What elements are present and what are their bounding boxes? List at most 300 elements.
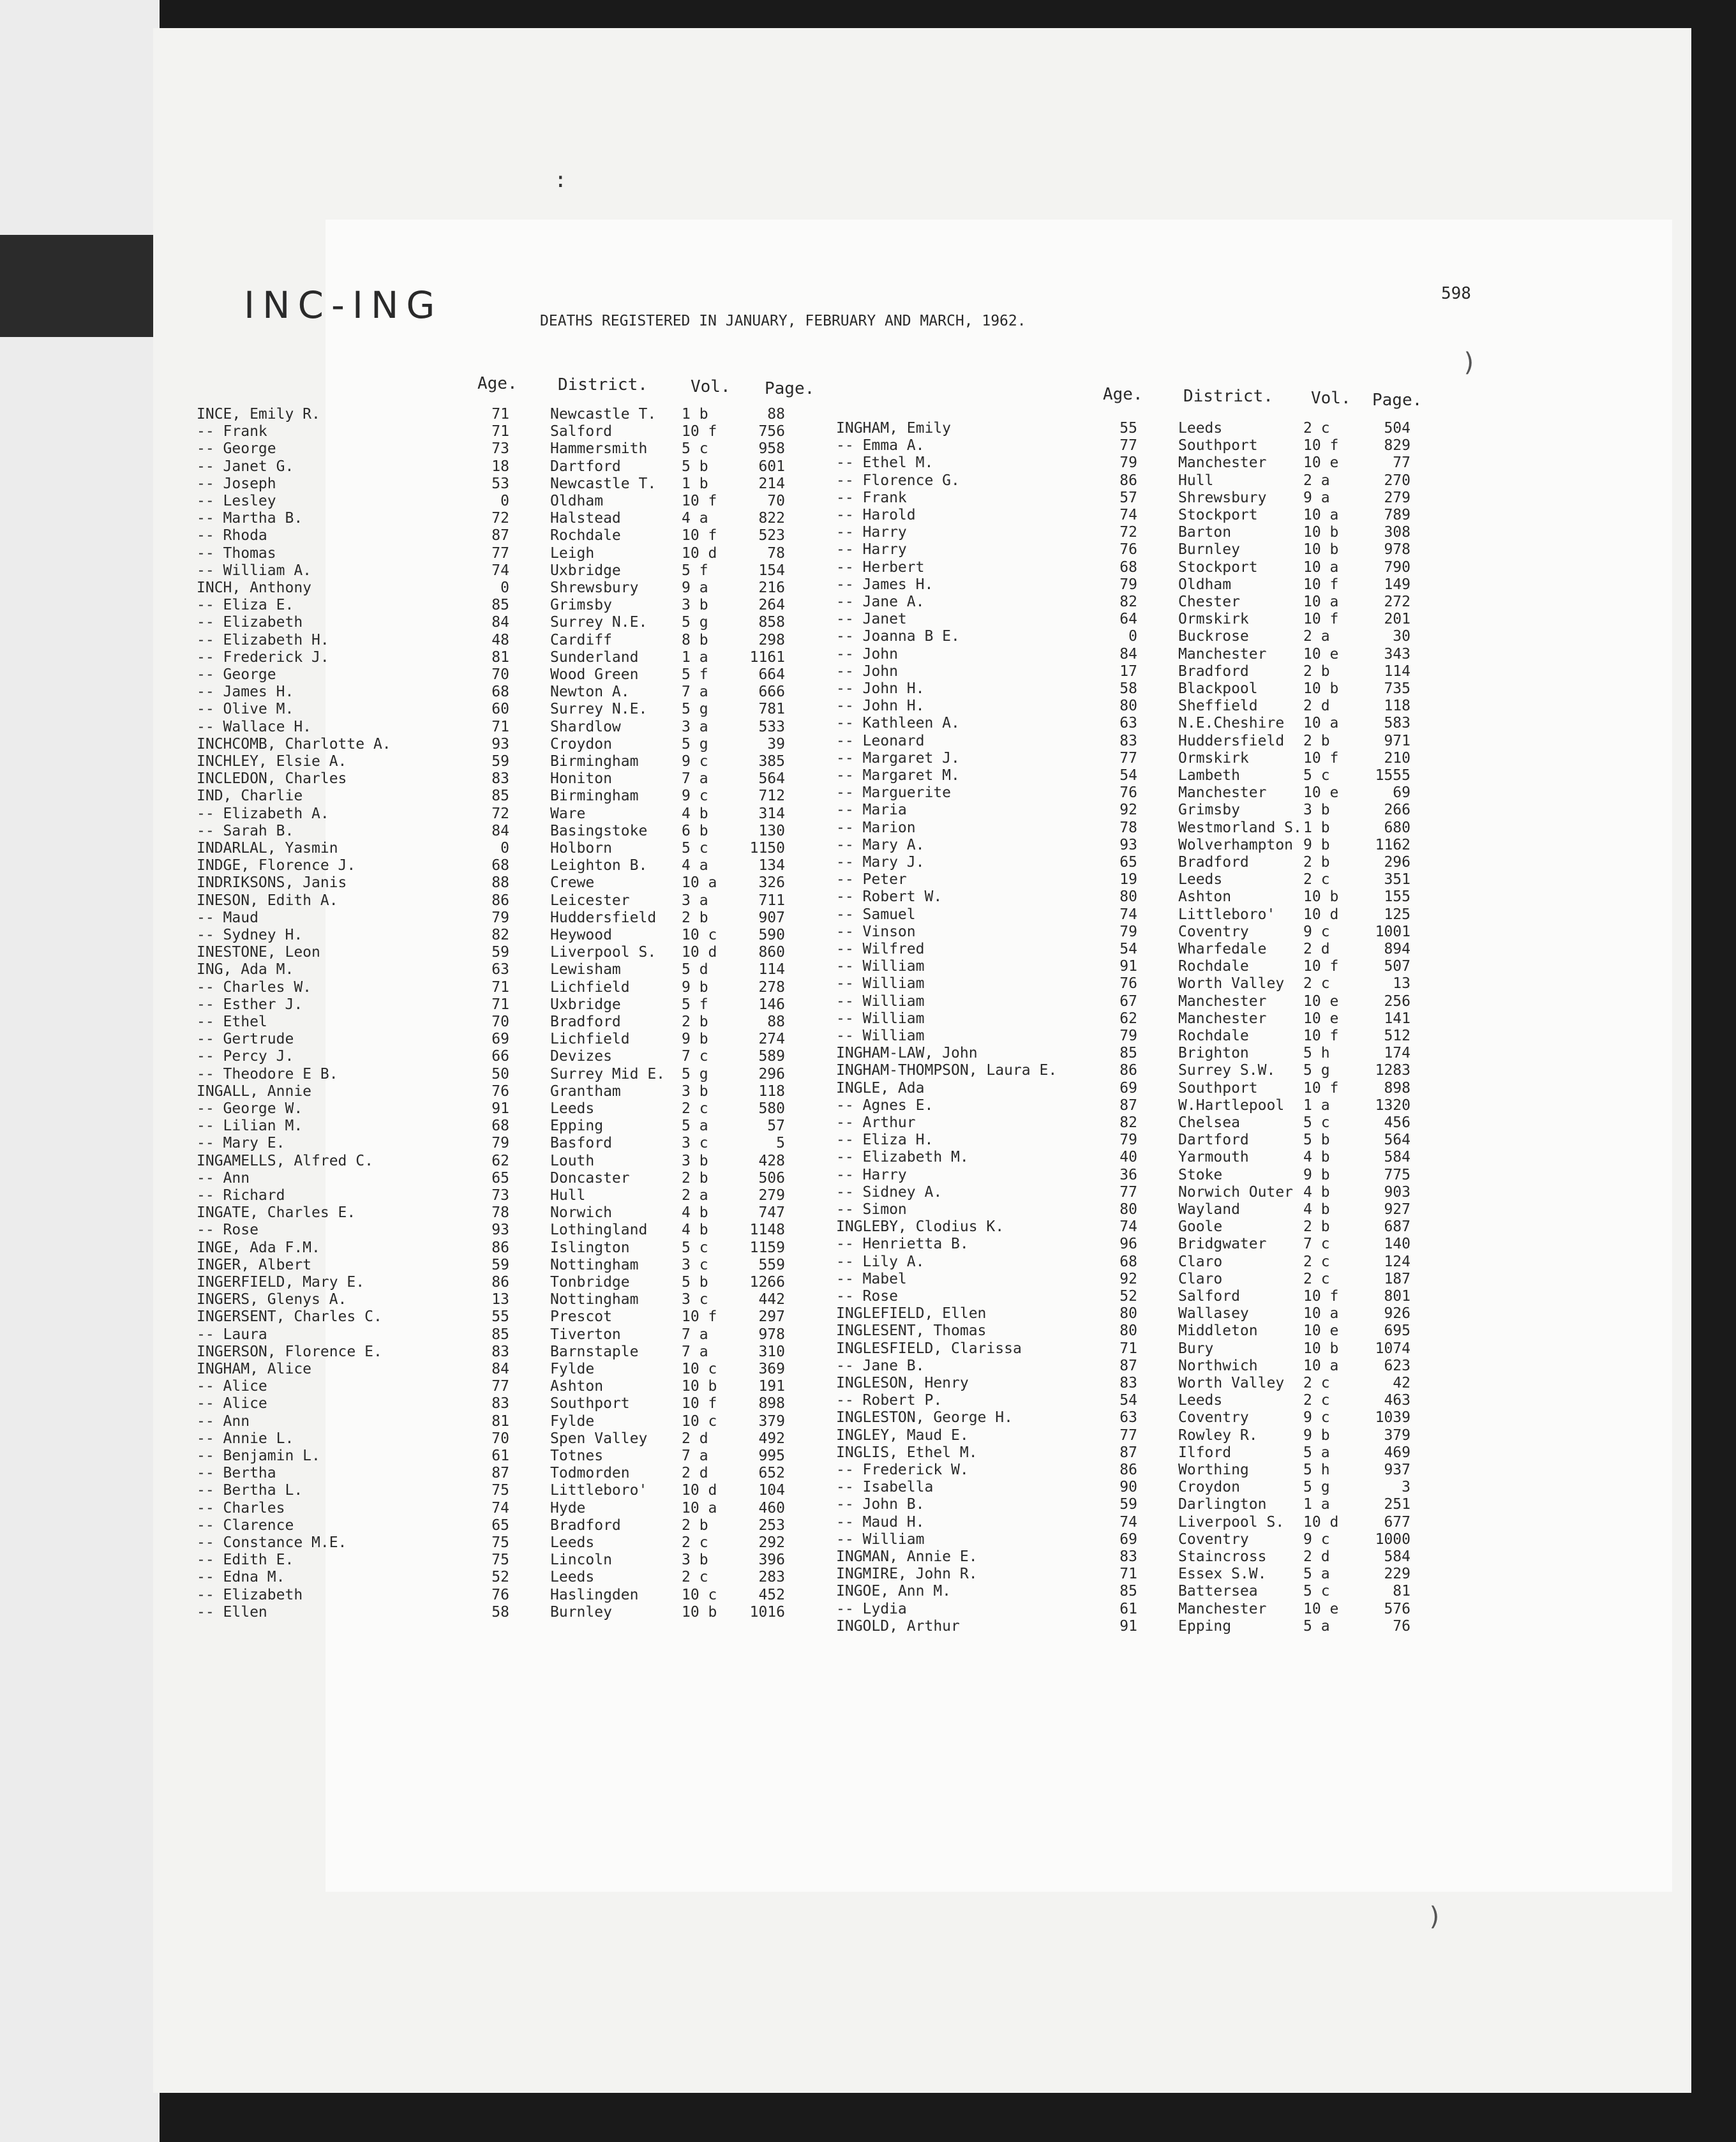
entry-page: 296 [758,1065,785,1082]
entry-name: -- Frank [836,489,907,506]
entry-volume: 10 b [1303,1340,1339,1357]
entry-age: 77 [491,544,509,562]
entry-age: 83 [491,1395,509,1412]
entry-age: 83 [1119,732,1137,749]
entry-page: 978 [1384,541,1410,558]
entry-district: Barnstaple [550,1343,639,1360]
entry-age: 79 [491,909,509,926]
entry-volume: 10 e [1303,784,1339,802]
entry-volume: 10 f [1303,576,1339,593]
entry-page: 251 [1384,1496,1410,1513]
entry-page: 78 [767,544,785,562]
entry-page: 1000 [1375,1531,1410,1548]
entry-name: INGLESTON, George H. [836,1409,1013,1427]
entry-name: -- Percy J. [197,1048,294,1065]
entry-volume: 5 g [682,735,708,753]
entry-district: Bridgwater [1178,1236,1267,1253]
entry-name: -- Bertha [197,1465,276,1482]
entry-volume: 2 b [1303,732,1330,749]
entry-district: Worth Valley [1178,1375,1285,1391]
entry-district: Wallasey [1178,1305,1249,1322]
entry-page: 13 [1393,975,1410,992]
page-subtitle: DEATHS REGISTERED IN JANUARY, FEBRUARY AND MARCH, 1962. [540,313,1026,329]
entry-name: -- George [197,440,276,458]
entry-age: 80 [1119,888,1137,906]
entry-page: 81 [1393,1583,1410,1600]
entry-district: Haslingden [550,1586,639,1603]
entry-age: 54 [1119,941,1137,957]
entry-name: -- Gertrude [197,1031,294,1048]
entry-volume: 2 b [1303,663,1330,680]
entry-district: Chelsea [1178,1114,1240,1131]
entry-name: -- Marguerite [836,784,952,802]
entry-page: 1016 [749,1603,785,1621]
entry-district: Darlington [1178,1496,1267,1513]
entry-page: 308 [1384,524,1410,541]
entry-name: -- Clarence [197,1517,294,1534]
entry-page: 314 [758,805,785,822]
entry-volume: 2 d [1303,698,1330,715]
entry-age: 52 [1119,1288,1137,1305]
entry-volume: 10 f [1303,1288,1339,1305]
entry-volume: 2 a [1303,472,1330,489]
entry-volume: 5 c [1303,1114,1330,1131]
entry-name: -- Vinson [836,923,916,940]
entry-name: -- Janet G. [197,458,294,475]
entry-page: 590 [758,927,785,943]
entry-name: -- Maud [197,909,258,926]
entry-volume: 10 d [682,1482,717,1499]
entry-age: 70 [491,1430,509,1447]
entry-district: Middleton [1178,1322,1258,1340]
entry-volume: 9 a [1303,489,1330,506]
entry-district: Bradford [1178,854,1249,871]
entry-name: INGERFIELD, Mary E. [197,1274,365,1291]
entry-page: 396 [758,1552,785,1569]
entry-district: Rochdale [1178,958,1249,975]
entry-volume: 6 b [682,822,708,839]
entry-volume: 5 g [1303,1479,1330,1496]
entry-volume: 9 c [1303,923,1330,940]
entry-age: 92 [1119,1270,1137,1287]
entry-district: Ormskirk [1178,749,1249,767]
entry-volume: 7 a [682,770,708,788]
entry-volume: 10 a [1303,1357,1339,1374]
entry-name: -- William [836,975,925,992]
entry-volume: 5 h [1303,1462,1330,1478]
entry-volume: 10 f [682,1395,717,1412]
entry-age: 72 [1119,524,1137,541]
entry-age: 71 [491,406,509,423]
entry-age: 58 [491,1603,509,1621]
entry-age: 96 [1119,1236,1137,1253]
entry-page: 118 [758,1082,785,1100]
entry-volume: 7 c [682,1048,708,1065]
film-tab [0,235,153,337]
entry-volume: 10 b [682,1378,717,1395]
entry-age: 86 [491,1239,509,1256]
entry-age: 68 [491,684,509,701]
entry-name: INGHAM-LAW, John [836,1045,978,1062]
entry-district: Basford [550,1135,612,1152]
entry-district: Leeds [1178,871,1223,888]
entry-age: 68 [1119,1253,1137,1270]
entry-district: Worth Valley [1178,975,1285,992]
entry-district: Leeds [550,1100,595,1117]
entry-district: Tiverton [550,1326,621,1343]
entry-name: -- Frank [197,423,267,440]
entry-district: Islington [550,1239,630,1256]
entry-volume: 5 c [682,840,708,857]
entry-district: Wood Green [550,666,639,683]
entry-district: Uxbridge [550,562,621,579]
entry-volume: 10 f [682,423,717,440]
entry-name: -- Lilian M. [197,1118,303,1135]
entry-page: 141 [1384,1010,1410,1027]
entry-name: -- Maria [836,802,907,819]
entry-age: 87 [1119,1444,1137,1461]
entry-district: Claro [1178,1270,1223,1287]
entry-name: -- Herbert [836,558,925,576]
entry-volume: 2 c [682,1534,708,1551]
entry-volume: 2 c [1303,871,1330,888]
entry-age: 75 [491,1482,509,1499]
entry-district: Lichfield [550,978,630,996]
entry-district: Cardiff [550,631,612,648]
entry-district: Newcastle T. [550,475,657,492]
entry-page: 680 [1384,819,1410,836]
entry-volume: 10 e [1303,992,1339,1010]
entry-name: INGLEFIELD, Ellen [836,1305,987,1322]
entry-page: 756 [758,423,785,440]
entry-district: Huddersfield [550,909,657,926]
entry-page: 589 [758,1048,785,1065]
entry-page: 5 [776,1135,785,1152]
entry-page: 927 [1384,1201,1410,1218]
page-title: INC-ING [244,283,443,327]
entry-page: 1159 [749,1239,785,1256]
entry-page: 369 [758,1361,785,1377]
entry-volume: 10 a [1303,594,1339,610]
entry-page: 898 [1384,1079,1410,1097]
entry-district: Oldham [550,493,604,509]
entry-age: 69 [1119,1079,1137,1097]
entry-age: 87 [491,1465,509,1482]
entry-volume: 5 f [682,666,708,683]
entry-name: INGALL, Annie [197,1082,312,1100]
entry-district: Manchester [1178,454,1267,472]
entry-volume: 5 f [682,562,708,579]
entry-page: 39 [767,735,785,753]
entry-district: Leeds [550,1534,595,1551]
entry-name: INESON, Edith A. [197,892,338,909]
entry-volume: 2 b [682,1014,708,1030]
entry-volume: 2 b [682,909,708,926]
entry-name: INGLESFIELD, Clarissa [836,1340,1022,1357]
entry-age: 59 [1119,1496,1137,1513]
entry-volume: 9 c [1303,1531,1330,1548]
entry-district: Essex S.W. [1178,1566,1267,1583]
entry-name: INGERS, Glenys A. [197,1291,347,1308]
entry-age: 54 [1119,1392,1137,1409]
entry-age: 65 [1119,854,1137,871]
entry-page: 894 [1384,941,1410,957]
header-page-right: Page. [1372,391,1423,410]
entry-volume: 5 g [1303,1062,1330,1079]
entry-volume: 1 b [1303,819,1330,836]
entry-age: 63 [1119,1409,1137,1427]
entry-age: 81 [491,1412,509,1430]
entry-volume: 10 b [1303,888,1339,906]
entry-page: 559 [758,1256,785,1273]
entry-volume: 1 a [1303,1097,1330,1114]
entry-volume: 2 c [1303,420,1330,437]
entry-name: -- Charles W. [197,978,312,996]
entry-name: INGLE, Ada [836,1079,925,1097]
entry-name: INGLESENT, Thomas [836,1322,987,1340]
entry-page: 533 [758,718,785,735]
entry-page: 463 [1384,1392,1410,1409]
entry-volume: 10 a [682,874,717,892]
entry-district: Littleboro' [550,1482,648,1499]
entry-district: Heywood [550,927,612,943]
entry-name: INGATE, Charles E. [197,1204,356,1222]
entry-district: Sunderland [550,648,639,666]
entry-age: 78 [1119,819,1137,836]
entry-volume: 10 c [682,1361,717,1377]
entry-name: -- John [836,663,898,680]
entry-volume: 5 c [1303,1583,1330,1600]
entry-age: 76 [1119,784,1137,802]
entry-volume: 2 b [1303,854,1330,871]
entry-name: -- William [836,992,925,1010]
entry-district: Southport [1178,437,1258,454]
entry-page: 735 [1384,680,1410,697]
entry-district: Leeds [1178,420,1223,437]
entry-page: 77 [1393,454,1410,472]
page-number: 598 [1441,284,1471,303]
entry-age: 13 [491,1291,509,1308]
entry-volume: 9 b [682,978,708,996]
entry-page: 564 [758,770,785,788]
entry-volume: 7 c [1303,1236,1330,1253]
entry-district: Coventry [1178,1409,1249,1427]
entry-age: 63 [1119,715,1137,732]
entry-district: Leeds [550,1569,595,1586]
entry-page: 279 [758,1187,785,1204]
entry-volume: 9 b [1303,1427,1330,1444]
entry-name: -- Kathleen A. [836,715,960,732]
entry-page: 978 [758,1326,785,1343]
entry-district: Yarmouth [1178,1149,1249,1166]
entry-age: 0 [500,840,509,857]
entry-name: -- Charles [197,1499,285,1517]
entry-age: 80 [1119,698,1137,715]
entry-page: 584 [1384,1149,1410,1166]
entry-name: -- Lesley [197,493,276,509]
entry-district: Salford [550,423,612,440]
entry-age: 84 [491,614,509,631]
entry-page: 149 [1384,576,1410,593]
entry-age: 86 [491,892,509,909]
entry-age: 75 [491,1534,509,1551]
entry-age: 54 [1119,767,1137,784]
entry-age: 79 [1119,1132,1137,1149]
entry-age: 17 [1119,663,1137,680]
entry-district: Croydon [1178,1479,1240,1496]
entry-volume: 9 b [682,1031,708,1048]
header-district-right: District. [1183,387,1273,406]
entry-name: -- Eliza H. [836,1132,934,1149]
entry-district: Coventry [1178,923,1249,940]
entry-name: -- Ann [197,1412,250,1430]
entry-name: -- Rhoda [197,527,267,544]
entry-age: 69 [1119,1531,1137,1548]
entry-volume: 5 a [1303,1566,1330,1583]
entry-district: Wharfedale [1178,941,1267,957]
entry-volume: 5 d [682,961,708,978]
entry-volume: 10 b [1303,541,1339,558]
entry-name: INCHCOMB, Charlotte A. [197,735,391,753]
entry-name: -- Samuel [836,906,916,923]
entry-volume: 2 a [682,1187,708,1204]
entry-page: 523 [758,527,785,544]
entry-volume: 2 d [682,1430,708,1447]
entry-volume: 5 c [682,1239,708,1256]
entry-district: Basingstoke [550,822,648,839]
entry-page: 283 [758,1569,785,1586]
entry-district: Newton A. [550,684,630,701]
entry-name: -- Wallace H. [197,718,312,735]
entry-age: 84 [491,822,509,839]
entry-age: 64 [1119,611,1137,628]
entry-page: 1266 [749,1274,785,1291]
entry-page: 326 [758,874,785,892]
entry-volume: 10 f [682,493,717,509]
entry-page: 187 [1384,1270,1410,1287]
entry-volume: 10 a [1303,1305,1339,1322]
entry-name: -- Annie L. [197,1430,294,1447]
entry-district: Liverpool S. [1178,1513,1285,1531]
entry-age: 0 [500,580,509,596]
entry-district: Uxbridge [550,996,621,1013]
entry-district: Bury [1178,1340,1214,1357]
entry-page: 712 [758,788,785,805]
entry-volume: 7 a [682,1343,708,1360]
entry-name: -- George [197,666,276,683]
entry-district: Hull [1178,472,1214,489]
entry-district: Grimsby [1178,802,1240,819]
entry-age: 19 [1119,871,1137,888]
entry-page: 70 [767,493,785,509]
entry-volume: 4 b [682,1204,708,1222]
entry-age: 77 [1119,437,1137,454]
entry-volume: 10 a [1303,715,1339,732]
stray-mark: : [554,167,567,193]
entry-page: 1148 [749,1222,785,1239]
entry-page: 270 [1384,472,1410,489]
entry-district: Birmingham [550,753,639,770]
entry-volume: 4 a [682,857,708,874]
entry-district: Doncaster [550,1169,630,1187]
entry-district: Epping [1178,1617,1232,1635]
entry-district: Leighton B. [550,857,648,874]
entry-name: INGLIS, Ethel M. [836,1444,978,1461]
entry-age: 87 [491,527,509,544]
entry-district: Sheffield [1178,698,1258,715]
entry-age: 77 [491,1378,509,1395]
entry-name: -- Elizabeth H. [197,631,329,648]
entry-volume: 10 a [682,1499,717,1517]
entry-name: -- Elizabeth M. [836,1149,969,1166]
entry-age: 69 [491,1031,509,1048]
entry-age: 93 [1119,836,1137,853]
entry-page: 229 [1384,1566,1410,1583]
entry-district: Ashton [1178,888,1232,906]
entry-volume: 3 b [682,1152,708,1169]
entry-page: 1161 [749,648,785,666]
entry-page: 1162 [1375,836,1410,853]
entry-age: 71 [491,423,509,440]
entry-district: Holborn [550,840,612,857]
entry-page: 104 [758,1482,785,1499]
entry-age: 79 [1119,923,1137,940]
entry-age: 76 [1119,975,1137,992]
entry-name: -- James H. [197,684,294,701]
entry-age: 79 [1119,1028,1137,1044]
entry-volume: 10 f [1303,437,1339,454]
entry-volume: 3 c [682,1135,708,1152]
entry-volume: 10 f [1303,611,1339,628]
entry-age: 84 [1119,645,1137,663]
entry-district: Todmorden [550,1465,630,1482]
entry-name: -- Ethel [197,1014,267,1030]
entry-district: Leicester [550,892,630,909]
entry-volume: 5 c [1303,767,1330,784]
entry-page: 711 [758,892,785,909]
entry-volume: 2 c [1303,1270,1330,1287]
entry-volume: 4 b [682,1222,708,1239]
entry-volume: 4 b [1303,1201,1330,1218]
entry-age: 72 [491,805,509,822]
entry-volume: 9 b [1303,1166,1330,1183]
entry-page: 154 [758,562,785,579]
entry-page: 278 [758,978,785,996]
entry-page: 57 [767,1118,785,1135]
entry-name: -- Mabel [836,1270,907,1287]
entry-name: -- Frederick J. [197,648,329,666]
entry-page: 214 [758,475,785,492]
entry-page: 504 [1384,420,1410,437]
entry-age: 77 [1119,749,1137,767]
entry-page: 124 [1384,1253,1410,1270]
entry-name: INGERSON, Florence E. [197,1343,382,1360]
entry-district: Ware [550,805,586,822]
entry-district: Lewisham [550,961,621,978]
entry-district: Spen Valley [550,1430,648,1447]
entry-name: INGLEY, Maud E. [836,1427,969,1444]
entry-age: 91 [1119,958,1137,975]
entry-district: Louth [550,1152,595,1169]
entry-name: -- Eliza E. [197,597,294,614]
entry-name: INGAMELLS, Alfred C. [197,1152,373,1169]
entry-volume: 2 c [1303,1392,1330,1409]
entry-district: Lothingland [550,1222,648,1239]
entry-district: Surrey Mid E. [550,1065,666,1082]
entry-district: Stoke [1178,1166,1223,1183]
entry-age: 71 [491,718,509,735]
entry-age: 55 [1119,420,1137,437]
